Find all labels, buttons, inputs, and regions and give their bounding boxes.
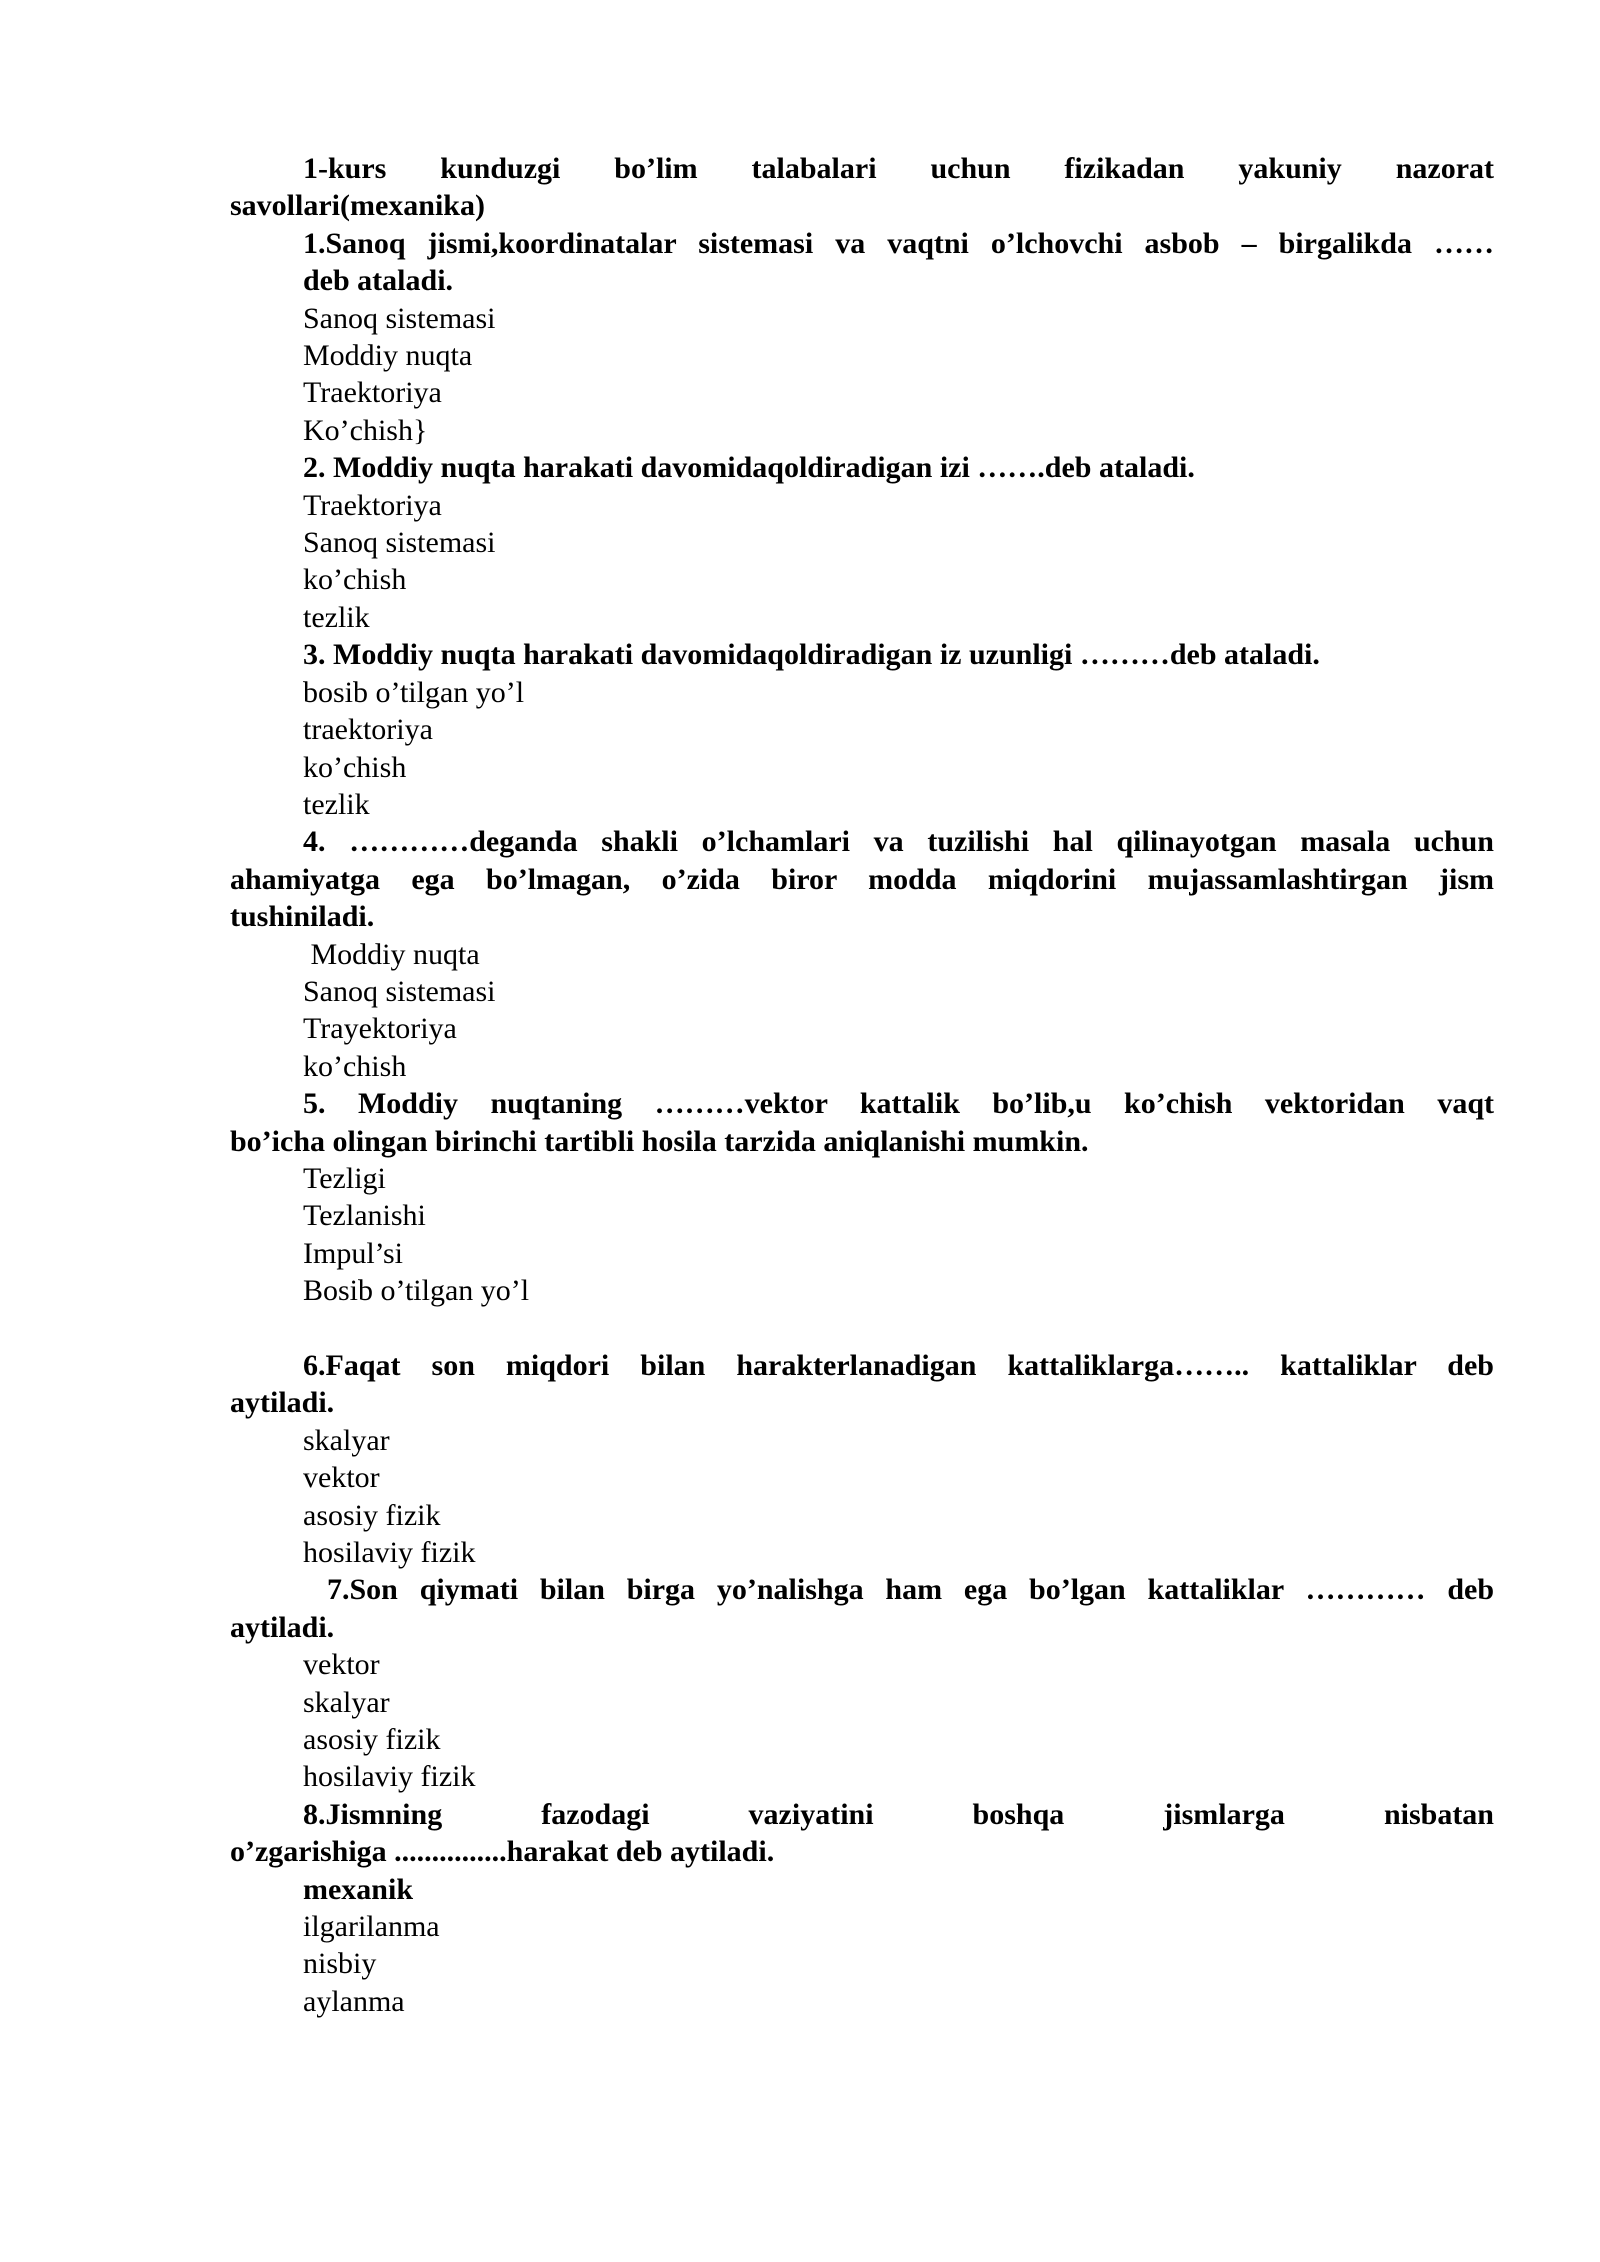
question-5-option-1: Tezligi [303,1161,386,1195]
question-7-line-2: aytiladi. [230,1610,335,1644]
question-2-option-2: Sanoq sistemasi [303,526,496,560]
question-7-option-2: skalyar [303,1685,390,1719]
question-6-line-1: 6.Faqat son miqdori bilan harakterlanadigan kattaliklarga…….. kattaliklar deb [303,1348,1494,1382]
question-4-line-1: 4. …………deganda shakli o’lchamlari va tuzilishi hal qilinayotgan masala uchun [303,825,1494,859]
question-3-option-1: bosib o’tilgan yo’l [303,675,525,709]
title-line-1: 1-kurs kunduzgi bo’lim talabalari uchun fizikadan yakuniy nazorat [303,152,1494,185]
question-5-line-1: 5. Moddiy nuqtaning ………vektor kattalik bo’lib,u ko’chish vektoridan vaqt [303,1087,1494,1121]
question-7-option-3: asosiy fizik [303,1723,441,1757]
question-6-line-2: aytiladi. [230,1386,335,1420]
question-8-option-2: ilgarilanma [303,1910,440,1944]
question-6-option-3: asosiy fizik [303,1498,441,1532]
question-4-option-1: Moddiy nuqta [303,937,480,971]
question-6-option-4: hosilaviy fizik [303,1536,476,1570]
question-8-option-4: aylanma [303,1984,405,2018]
question-8-option-1: mexanik [303,1872,414,1906]
question-1-line-2: deb ataladi. [303,264,454,298]
question-1-option-4: Ko’chish} [303,413,428,447]
question-4-line-3: tushiniladi. [230,900,375,934]
question-5-line-2: bo’icha olingan birinchi tartibli hosila tarzida aniqlanishi mumkin. [230,1124,1089,1158]
question-1-line-1: 1.Sanoq jismi,koordinatalar sistemasi va vaqtni o’lchovchi asbob – birgalikda …… [303,226,1494,260]
question-3-option-2: traektoriya [303,713,433,747]
question-2-option-3: ko’chish [303,563,407,597]
question-2 [230,449,1494,636]
question-7-option-1: vektor [303,1648,380,1682]
blank-line [230,1310,1494,1347]
question-8-line-1: 8.Jismning fazodagi vaziyatini boshqa jismlarga nisbatan [303,1797,1494,1831]
question-8-option-3: nisbiy [303,1947,377,1981]
question-5-option-3: Impul’si [303,1236,404,1270]
question-6-option-2: vektor [303,1461,380,1495]
question-3 [230,636,1494,823]
question-4-line-2: ahamiyatga ega bo’lmagan, o’zida biror modda miqdorini mujassamlashtirgan jism [230,862,1494,896]
question-1-option-3: Traektoriya [303,376,442,410]
question-4-option-3: Trayektoriya [303,1012,457,1046]
document-title [230,150,1494,225]
question-7-line-1: 7.Son qiymati bilan birga yo’nalishga ham ega bo’lgan kattaliklar ………… deb [327,1573,1494,1607]
question-1 [230,225,1494,449]
title-line-2: savollari(mexanika) [230,189,485,223]
question-2-line-1: 2. Moddiy nuqta harakati davomidaqoldiradigan izi …….deb ataladi. [303,451,1195,485]
question-8 [230,1796,1494,2020]
question-2-option-4: tezlik [303,600,370,634]
question-5 [230,1085,1494,1309]
question-4-option-4: ko’chish [303,1049,407,1083]
question-6 [230,1347,1494,1571]
document-page [230,150,1494,2020]
question-7 [230,1571,1494,1795]
question-1-option-1: Sanoq sistemasi [303,301,496,335]
question-3-line-1: 3. Moddiy nuqta harakati davomidaqoldiradigan iz uzunligi ………deb ataladi. [303,638,1320,672]
question-5-option-4: Bosib o’tilgan yo’l [303,1274,530,1308]
question-3-option-4: tezlik [303,787,370,821]
question-5-option-2: Tezlanishi [303,1199,426,1233]
question-8-line-2: o’zgarishiga ...............harakat deb aytiladi. [230,1835,775,1869]
question-2-option-1: Traektoriya [303,488,442,522]
question-1-option-2: Moddiy nuqta [303,339,473,373]
question-4-option-2: Sanoq sistemasi [303,974,496,1008]
question-3-option-3: ko’chish [303,750,407,784]
question-6-option-1: skalyar [303,1423,390,1457]
question-4 [230,823,1494,1085]
question-7-option-4: hosilaviy fizik [303,1760,476,1794]
